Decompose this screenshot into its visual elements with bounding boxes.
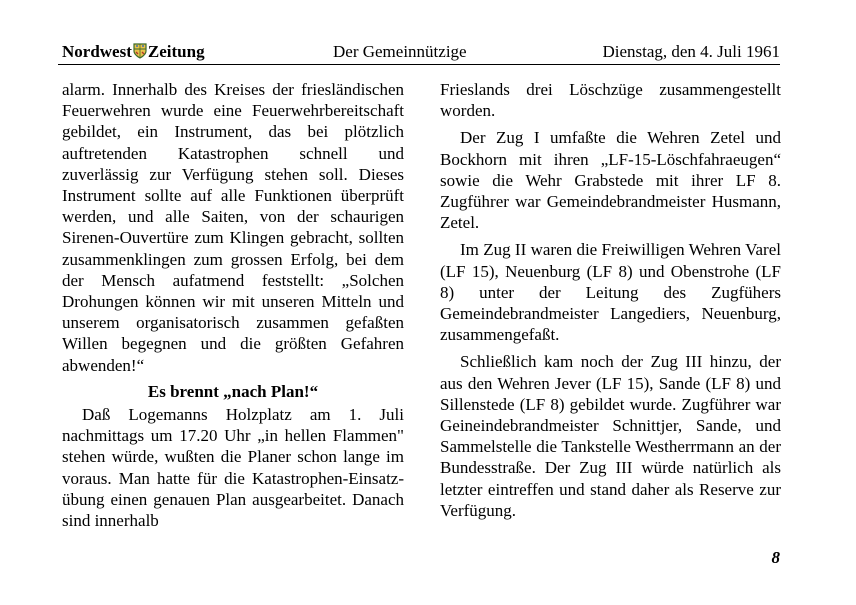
right-paragraph-3: Im Zug II waren die Freiwilligen Wehren Varel (LF 15), Neuenburg (LF 8) und Obenstrohe (LF 8) unter der Leitung des Zugfühers Gemeindebrandmeister Langediers, Neuenburg, zusammengefaßt. [440, 240, 781, 345]
right-paragraph-4: Schließlich kam noch der Zug III hinzu, der aus den Wehren Jever (LF 15), Sande (LF 8) und Sillenstede (LF 8) gebildet wurde. Zugführer war Geineindebrandmeister Schnittjer, Sande, und Sammelstelle die Tankstelle Westherrmann an der Bundesstraße. Der Zug III würde natürlich als letzter eintreffen und stand daher als Reserve zur Verfügung. [440, 352, 781, 520]
issue-date: Dienstag, den 4. Juli 1961 [602, 42, 780, 61]
masthead-left: Nordwest [62, 42, 132, 61]
left-paragraph-1: alarm. Innerhalb des Kreises der friesländischen Feuerwehren wurde eine Feuerwehrbereitschaft gebildet, ein Instrument, das bei plötzlich auftretenden Katastrophen schnell und zuverlässig zur Verfügung stehen soll. Dieses Instrument sollte auf alle Funktionen überprüft werden, und alle Saiten, von der schaurigen Sirenen-Ouvertüre zum Klingen gebracht, sollten zusammenklingen zum grossen Erfolg, bei dem der Mensch aufatmend feststellt: „Solchen Drohungen können wir mit unseren Mitteln und unserem organisatorisch zusammen gefaßten Willen begegnen und die größten Gefahren abwenden!“ [62, 80, 404, 375]
masthead-right: Zeitung [147, 42, 205, 61]
coat-of-arms-icon [133, 42, 147, 66]
newspaper-masthead [62, 40, 205, 66]
left-column [62, 79, 404, 531]
page-header [62, 40, 780, 64]
right-paragraph-1: Frieslands drei Löschzüge zusammengestellt worden. [440, 80, 781, 121]
supplement-title: Der Gemeinnützige [333, 42, 467, 61]
page-number: 8 [771, 548, 780, 567]
left-paragraph-2: Daß Logemanns Holzplatz am 1. Juli nachmittags um 17.20 Uhr „in hellen Flammen" stehen würde, wußten die Planer schon lange im voraus. Man hatte für die Katastrophen-Einsatz-übung einen genauen Plan ausgearbeitet. Danach sind innerhalb [62, 405, 404, 531]
right-paragraph-2: Der Zug I umfaßte die Wehren Zetel und Bockhorn mit ihren „LF-15-Löschfahraeugen“ sowie die Wehr Grabstede mit ihrer LF 8. Zugführer war Gemeindebrandmeister Husmann, Zetel. [440, 128, 781, 233]
section-subheading: Es brennt „nach Plan!“ [147, 381, 319, 401]
header-divider [58, 64, 780, 65]
right-column [440, 79, 781, 521]
